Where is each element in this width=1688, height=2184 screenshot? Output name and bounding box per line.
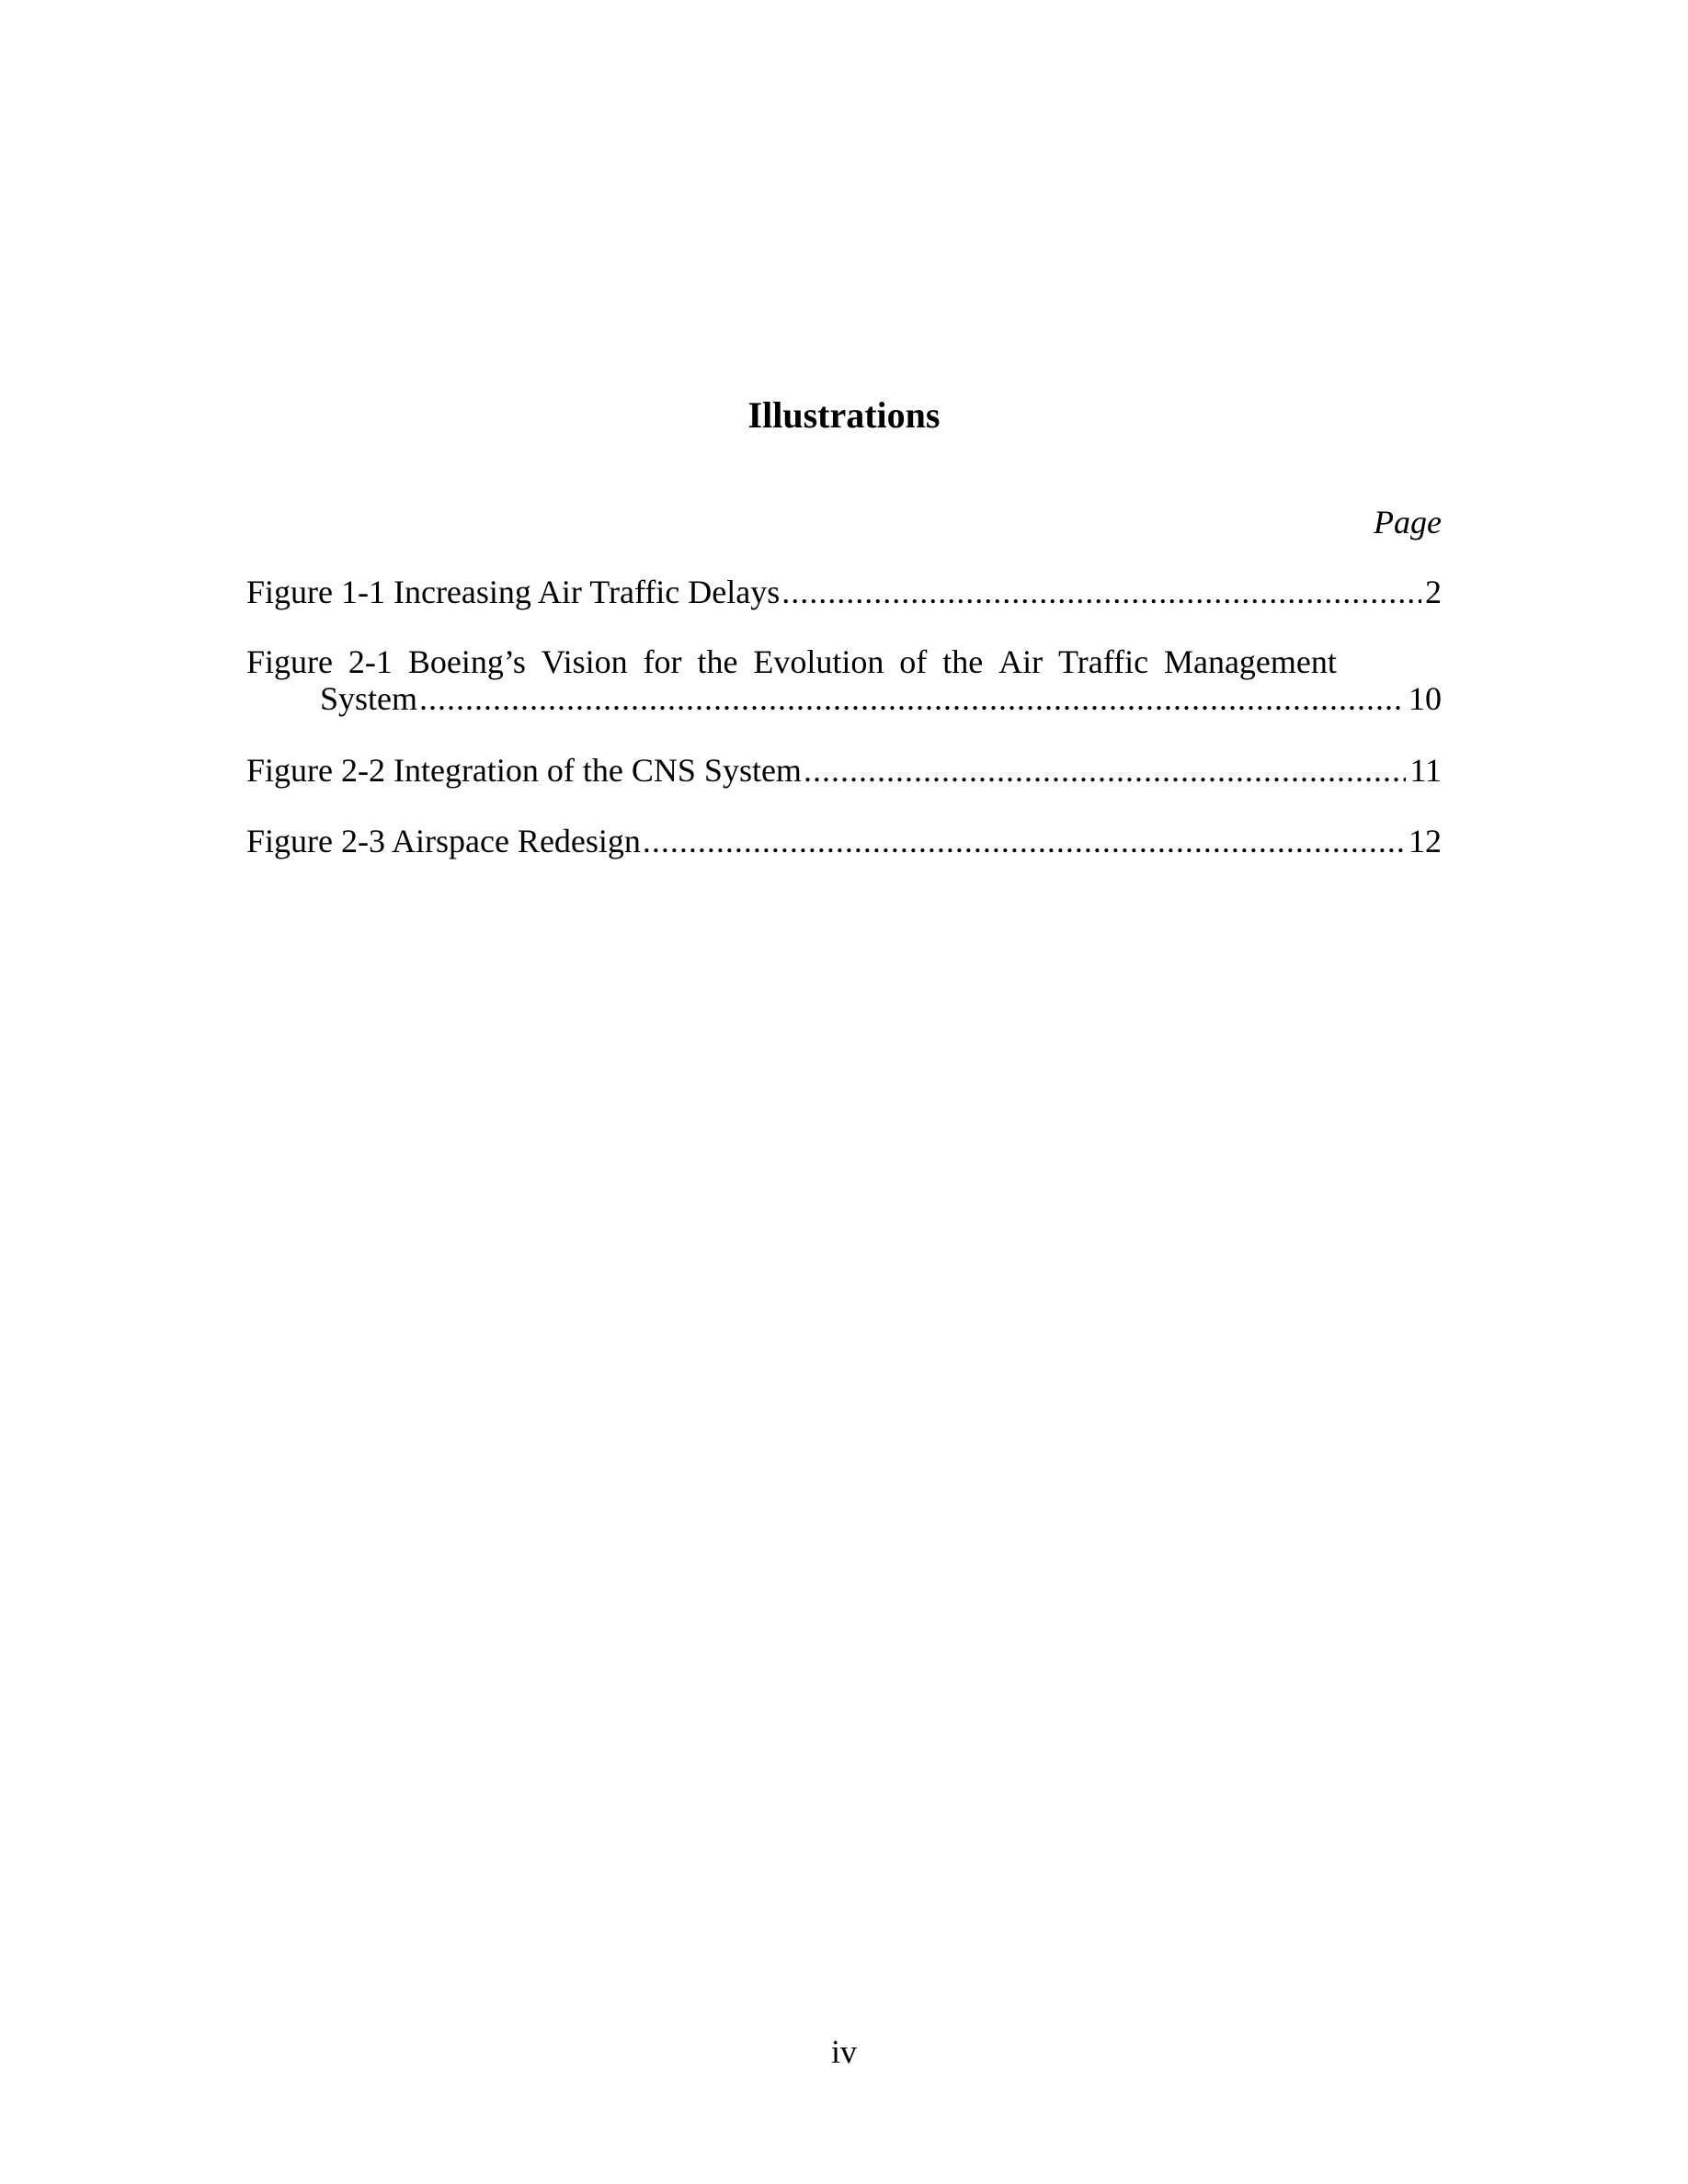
toc-entry-label-line2: System: [320, 680, 418, 717]
toc-entry-page-number: 11: [1409, 752, 1442, 789]
toc-entry-page-number: 10: [1409, 680, 1442, 717]
toc-entry-label: Figure 2-2 Integration of the CNS System: [246, 752, 802, 789]
dot-leader: [804, 752, 1406, 789]
toc-entry[interactable]: [246, 574, 1442, 610]
dot-leader: [781, 574, 1421, 610]
page-number-footer: iv: [830, 2033, 857, 2070]
toc-entry-label: Figure 2-3 Airspace Redesign: [246, 823, 641, 859]
toc-entry-page-number: 12: [1409, 823, 1442, 859]
toc-entry-label: Figure 1-1 Increasing Air Traffic Delays: [246, 574, 781, 610]
page-title: Illustrations: [747, 394, 941, 436]
toc-entry[interactable]: [246, 823, 1442, 859]
dot-leader: [419, 680, 1405, 717]
toc-entry[interactable]: [246, 752, 1442, 789]
toc-entry[interactable]: [246, 643, 1442, 717]
dot-leader: [643, 823, 1405, 859]
toc-entry-page-number: 2: [1425, 574, 1442, 610]
page-column-header: Page: [1374, 504, 1442, 540]
toc-entry-label-line1: Figure 2-1 Boeing’s Vision for the Evolution of the Air Traffic Management: [246, 643, 1337, 680]
